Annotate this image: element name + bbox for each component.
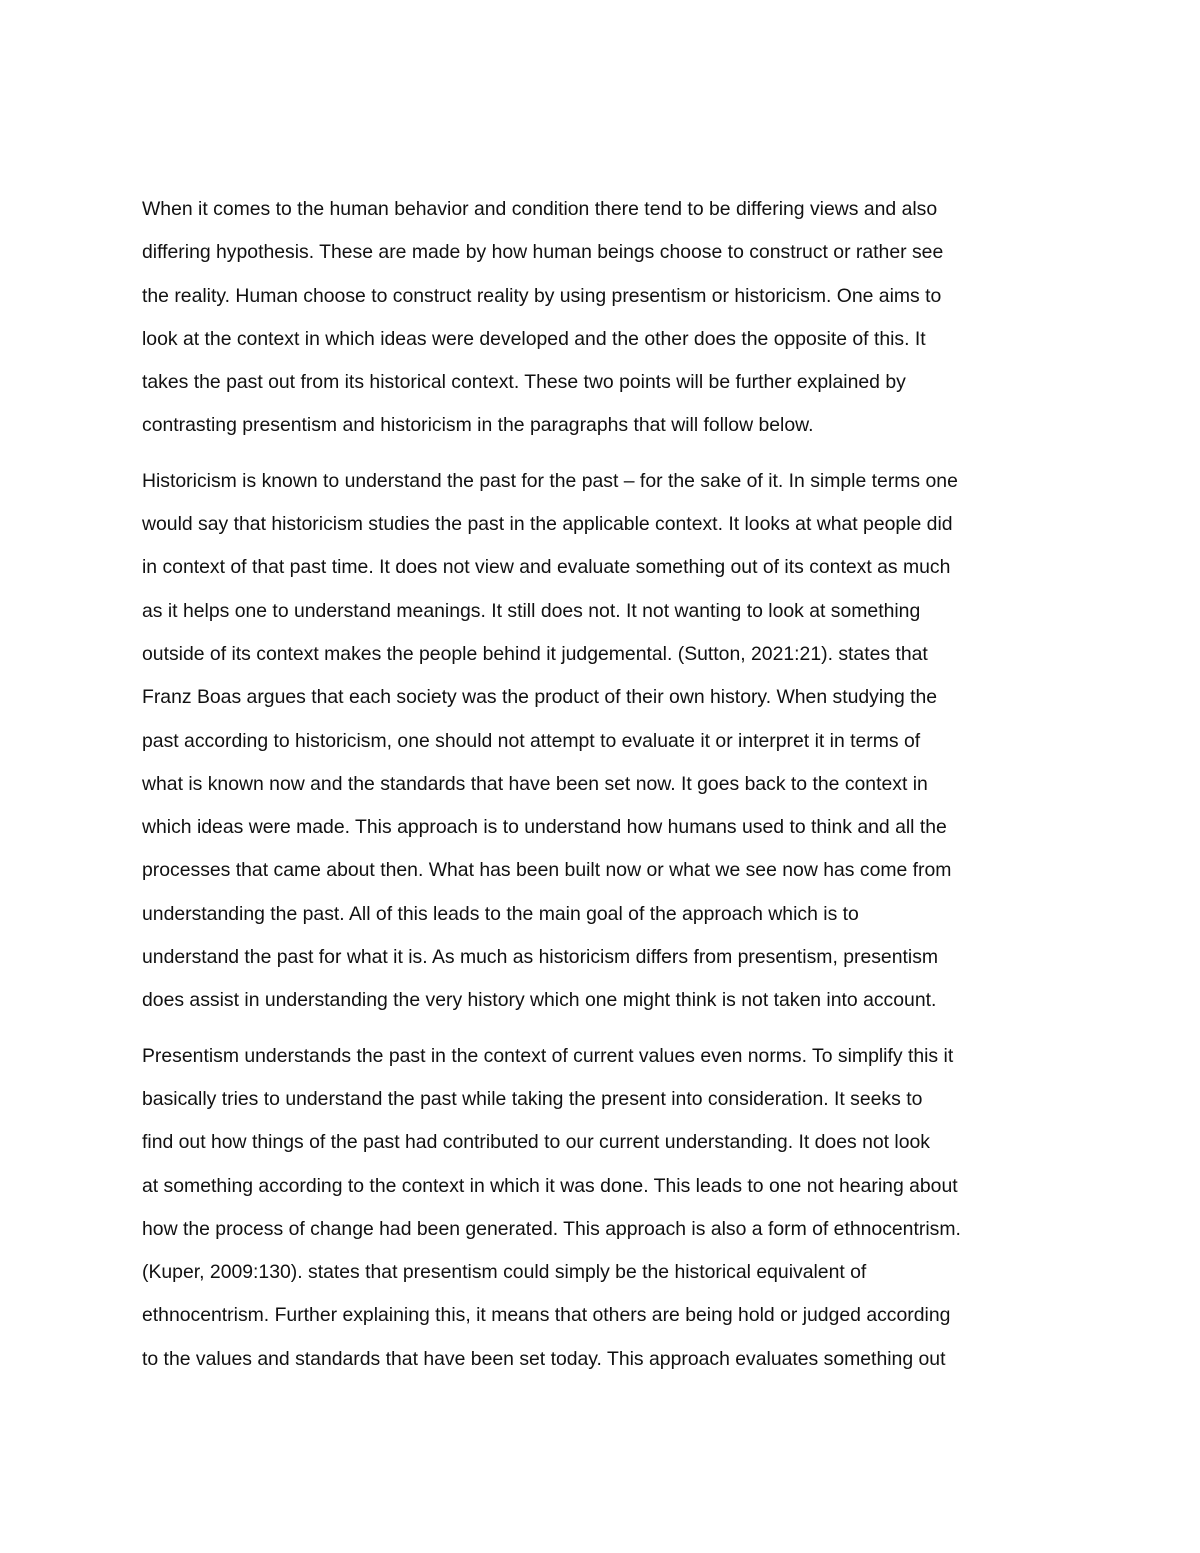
- text-line: outside of its context makes the people behind it judgemental. (Sutton, 2021:21). states that: [142, 642, 928, 665]
- text-line: understand the past for what it is. As much as historicism differs from presentism, presentism: [142, 946, 939, 969]
- text-line: contrasting presentism and historicism in the paragraphs that will follow below.: [142, 414, 814, 437]
- text-line: how the process of change had been generated. This approach is also a form of ethnocentrism.: [142, 1217, 961, 1240]
- text-line: would say that historicism studies the past in the applicable context. It looks at what people did: [142, 513, 953, 536]
- text-line: (Kuper, 2009:130). states that presentism could simply be the historical equivalent of: [142, 1261, 867, 1284]
- text-line: When it comes to the human behavior and condition there tend to be differing views and also: [142, 198, 938, 220]
- text-line: to the values and standards that have been set today. This approach evaluates something out: [142, 1347, 946, 1370]
- text-line: in context of that past time. It does not view and evaluate something out of its context as much: [142, 556, 951, 579]
- paragraph-spacer: [142, 448, 1062, 460]
- text-line: as it helps one to understand meanings. It still does not. It not wanting to look at something: [142, 599, 921, 622]
- paragraph-spacer: [142, 1023, 1062, 1035]
- text-line: does assist in understanding the very history which one might think is not taken into account.: [142, 989, 937, 1012]
- text-line: understanding the past. All of this leads to the main goal of the approach which is to: [142, 902, 859, 925]
- text-line: ethnocentrism. Further explaining this, it means that others are being hold or judged according: [142, 1304, 951, 1327]
- document-body: [142, 188, 1062, 1381]
- paragraph-historicism: [142, 460, 1062, 1023]
- text-line: find out how things of the past had contributed to our current understanding. It does not look: [142, 1131, 930, 1154]
- text-line: processes that came about then. What has been built now or what we see now has come from: [142, 859, 952, 882]
- paragraph-intro: [142, 188, 1062, 448]
- text-line: Historicism is known to understand the past for the past – for the sake of it. In simple terms one: [142, 469, 958, 492]
- text-line: look at the context in which ideas were developed and the other does the opposite of this. It: [142, 327, 926, 350]
- text-line: at something according to the context in which it was done. This leads to one not hearing about: [142, 1174, 958, 1197]
- text-line: Presentism understands the past in the context of current values even norms. To simplify this it: [142, 1044, 954, 1067]
- text-line: basically tries to understand the past while taking the present into consideration. It seeks to: [142, 1087, 923, 1110]
- text-line: which ideas were made. This approach is to understand how humans used to think and all the: [142, 816, 947, 839]
- text-line: differing hypothesis. These are made by how human beings choose to construct or rather see: [142, 241, 944, 264]
- text-line: the reality. Human choose to construct reality by using presentism or historicism. One aims to: [142, 284, 942, 307]
- text-line: Franz Boas argues that each society was the product of their own history. When studying the: [142, 686, 938, 709]
- text-line: past according to historicism, one should not attempt to evaluate it or interpret it in terms of: [142, 729, 921, 752]
- text-line: what is known now and the standards that have been set now. It goes back to the context in: [142, 772, 928, 795]
- text-line: takes the past out from its historical context. These two points will be further explained by: [142, 371, 906, 394]
- paragraph-presentism: [142, 1035, 1062, 1381]
